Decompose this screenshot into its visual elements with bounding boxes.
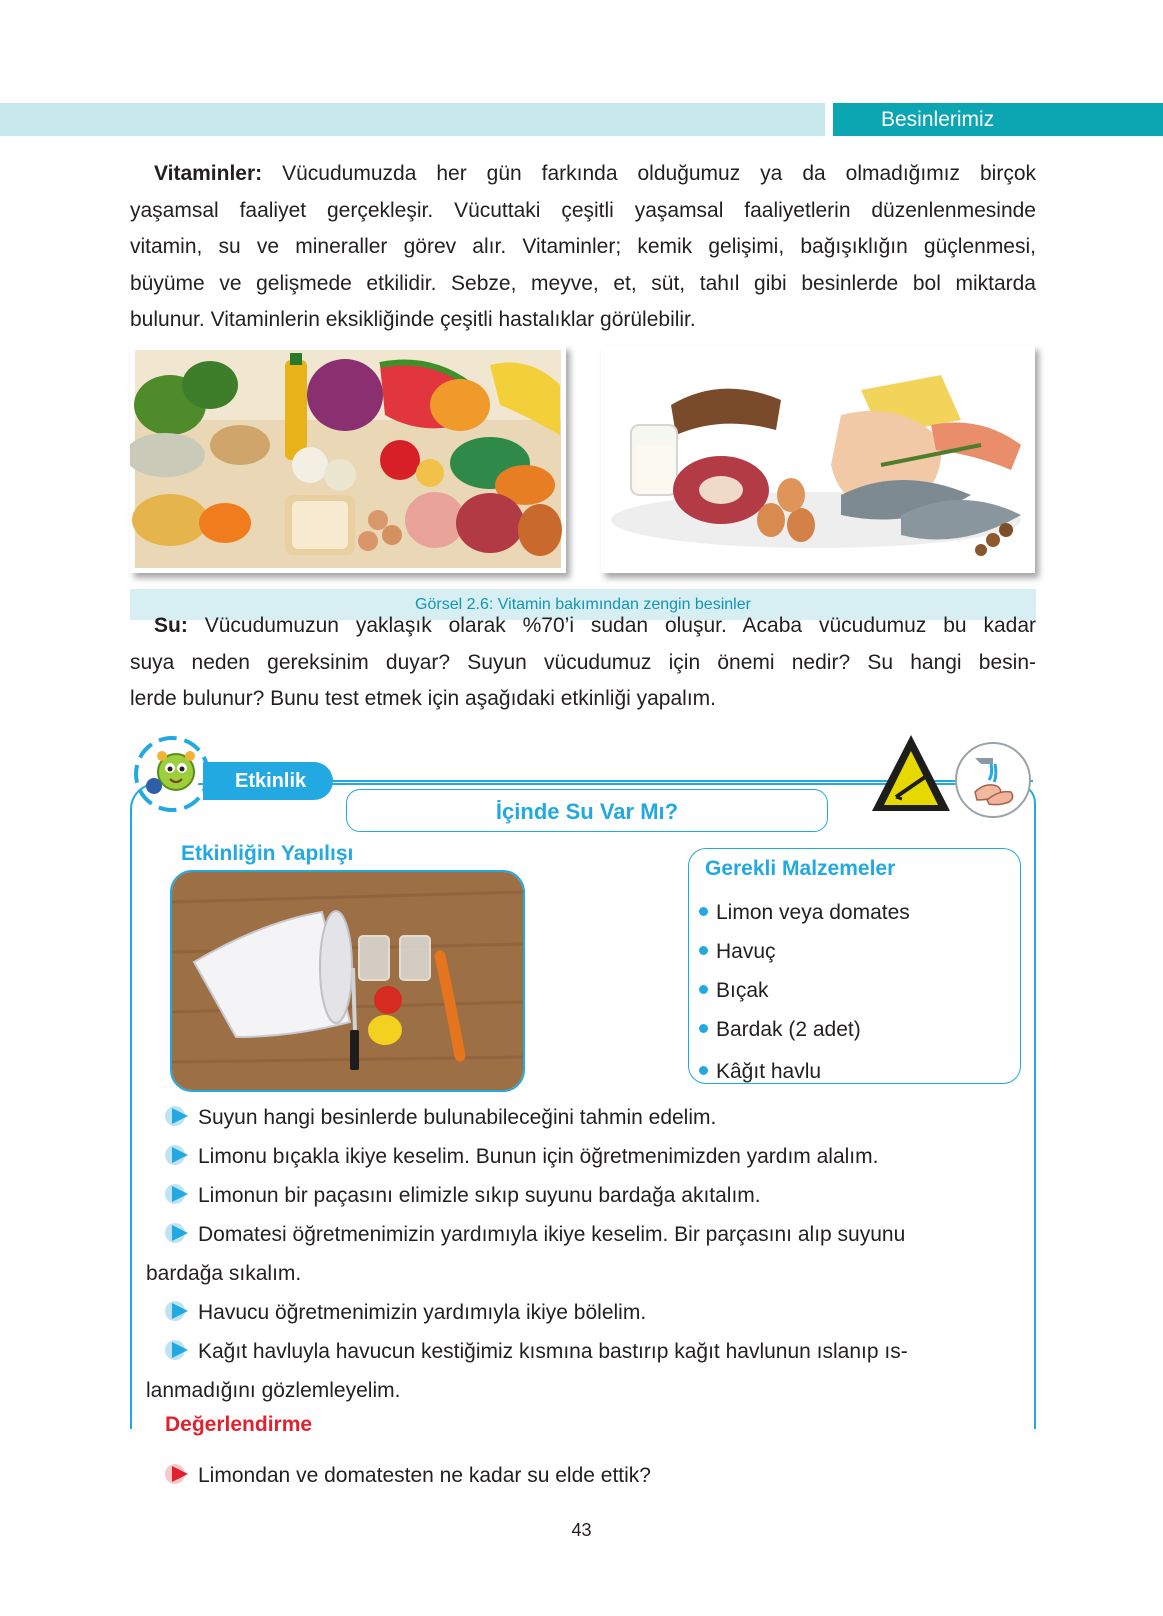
activity-title: İçinde Su Var Mı? [346, 789, 828, 832]
water-line: Vücudumuzun yaklaşık olarak %70’i sudan oluşur. Acaba vücudumuz bu kadar [204, 614, 1036, 637]
warning-knife-icon [870, 733, 952, 813]
material-label: Kâğıt havlu [716, 1060, 822, 1083]
triangle-arrow-icon [164, 1222, 190, 1244]
vitamins-line: bulunur. Vitaminlerin eksikliğinde çeşitli hastalıklar görülebilir. [130, 308, 696, 331]
water-label: Su: [154, 614, 188, 637]
step-item [130, 1176, 1060, 1215]
bullet-dot-icon [699, 946, 708, 955]
vitamins-line: büyüme ve gelişmede etkilidir. Sebze, meyve, et, süt, tahıl gibi besinlerde bol miktarda [130, 271, 1036, 295]
material-label: Bıçak [716, 979, 769, 1002]
bullet-dot-icon [699, 1066, 708, 1075]
materials-box [688, 848, 1021, 1084]
figure-caption: Görsel 2.6: Vitamin bakımından zengin besinler [130, 589, 1036, 620]
triangle-arrow-icon [164, 1144, 190, 1166]
evaluation-question: Limondan ve domatesten ne kadar su elde ettik? [198, 1464, 651, 1487]
clock-mascot-icon [132, 734, 212, 814]
list-item [699, 932, 910, 971]
bullet-dot-icon [699, 985, 708, 994]
water-paragraph [130, 608, 1036, 718]
bullet-dot-icon [699, 1024, 708, 1033]
vitamins-label: Vitaminler: [154, 162, 263, 185]
activity-tag: Etkinlik [203, 762, 333, 800]
material-label: Limon veya domates [716, 901, 910, 924]
materials-list [699, 893, 910, 1091]
procedure-heading: Etkinliğin Yapılışı [181, 842, 354, 865]
list-item [699, 1052, 910, 1091]
protein-foods-photo [601, 345, 1035, 573]
vitamins-line: Vücudumuzda her gün farkında olduğumuz ya da olmadığımız birçok [282, 162, 1036, 185]
list-item [699, 1010, 910, 1049]
triangle-arrow-icon [164, 1300, 190, 1322]
step-text: Limonun bir paçasını elimizle sıkıp suyunu bardağa akıtalım. [198, 1184, 761, 1207]
step-text: Domatesi öğretmenimizin yardımıyla ikiye keselim. Bir parçasını alıp suyunu [198, 1223, 906, 1246]
vitamins-paragraph [130, 156, 1036, 339]
header-band [0, 103, 825, 136]
water-line: lerde bulunur? Bunu test etmek için aşağıdaki etkinliği yapalım. [130, 687, 716, 710]
step-item [130, 1215, 1060, 1254]
evaluation-item [130, 1456, 1060, 1495]
section-title: Besinlerimiz [833, 103, 1163, 136]
triangle-arrow-icon [164, 1339, 190, 1361]
step-item [130, 1098, 1060, 1137]
step-text: Havucu öğretmenimizin yardımıyla ikiye bölelim. [198, 1301, 647, 1324]
vitamins-line: vitamin, su ve mineraller görev alır. Vitaminler; kemik gelişimi, bağışıklığın güçlenmesi, [130, 235, 1036, 258]
material-label: Havuç [716, 940, 776, 963]
vitamins-line: yaşamsal faaliyet gerçekleşir. Vücuttaki çeşitli yaşamsal faaliyetlerin düzenlenmesinde [130, 198, 1036, 222]
list-item [699, 971, 910, 1010]
step-text: Limonu bıçakla ikiye keselim. Bunun için öğretmenimizden yardım alalım. [198, 1145, 879, 1168]
triangle-arrow-icon [164, 1463, 190, 1485]
material-label: Bardak (2 adet) [716, 1018, 861, 1041]
triangle-arrow-icon [164, 1105, 190, 1127]
step-item [130, 1332, 1060, 1371]
water-line: suya neden gereksinim duyar? Suyun vücudumuz için önemi nedir? Su hangi besin- [130, 650, 1036, 674]
materials-photo [170, 870, 525, 1092]
step-text-continued: bardağa sıkalım. [146, 1262, 302, 1285]
step-item [130, 1293, 1060, 1332]
list-item [699, 893, 910, 932]
step-item [130, 1137, 1060, 1176]
evaluation-heading: Değerlendirme [165, 1413, 313, 1436]
materials-heading: Gerekli Malzemeler [705, 857, 896, 880]
triangle-arrow-icon [164, 1183, 190, 1205]
food-assortment-photo [130, 345, 566, 573]
bullet-dot-icon [699, 907, 708, 916]
page-number: 43 [571, 1520, 592, 1540]
step-text: Suyun hangi besinlerde bulunabileceğini tahmin edelim. [198, 1106, 717, 1129]
step-text-continued: lanmadığını gözlemleyelim. [146, 1379, 401, 1402]
hand-washing-icon [953, 740, 1033, 820]
step-text: Kağıt havluyla havucun kestiğimiz kısmına bastırıp kağıt havlunun ıslanıp ıs- [198, 1340, 908, 1363]
